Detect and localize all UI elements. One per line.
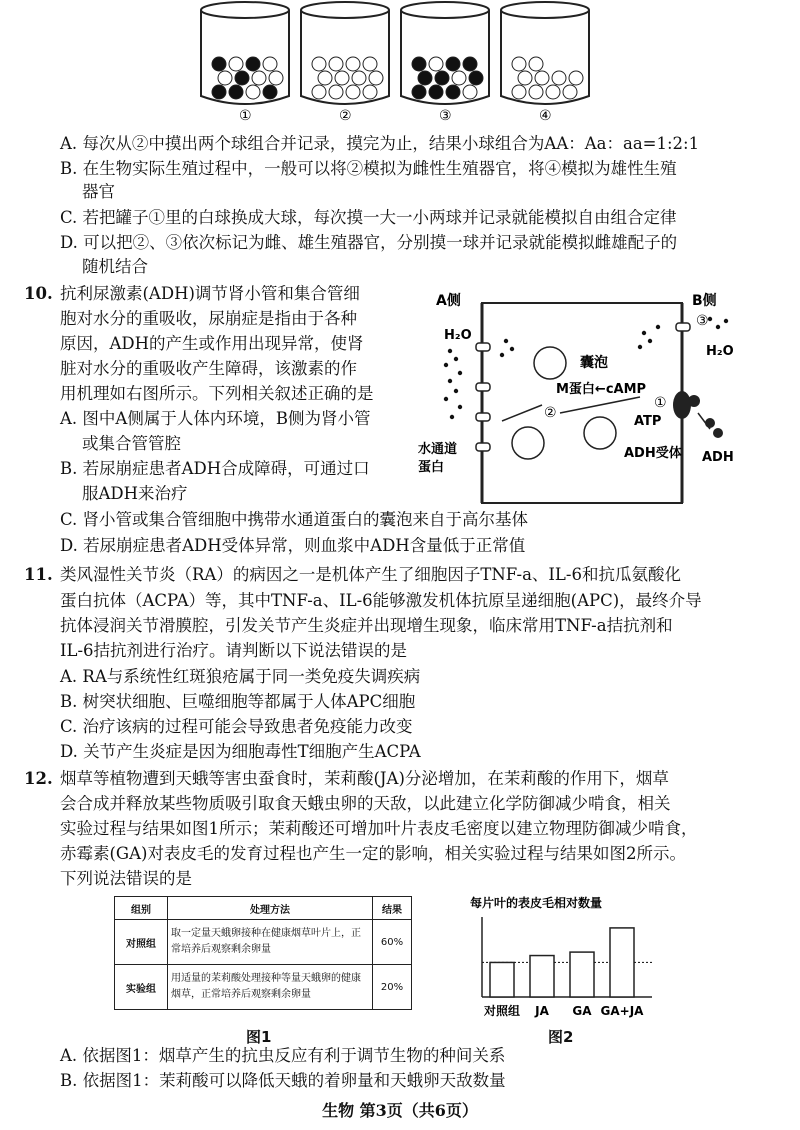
ball (229, 85, 243, 99)
ball (246, 57, 260, 71)
ball (363, 57, 377, 71)
q10-stem-line: 用机理如右图所示。下列相关叙述正确的是 (60, 384, 374, 403)
a-side-label: A侧 (436, 293, 461, 309)
jar (301, 2, 389, 124)
q12-option-b: B. 依据图1：茉莉酸可以降低天蛾的着卵量和天蛾卵天敌数量 (60, 1071, 506, 1090)
vesicle (512, 427, 544, 459)
category-label: 对照组 (483, 1004, 521, 1018)
ball (269, 71, 283, 85)
step1-label: ① (654, 395, 667, 411)
q12-stem-line: 赤霉素(GA)对表皮毛的发育过程也产生一定的影响，相关实验过程与结果如图2所示。 (60, 844, 686, 863)
adh-receptor (673, 391, 691, 419)
q10-option-c: C. 肾小管或集合管细胞中携带水通道蛋白的囊泡来自于高尔基体 (60, 510, 529, 529)
h2o-right-label: H₂O (706, 344, 734, 359)
bar (490, 962, 514, 997)
category-label: GA (572, 1004, 592, 1018)
ball (546, 85, 560, 99)
table-cell-method: 用适量的茉莉酸处理接种等量天蛾卵的健康烟草，正常培养后观察剩余卵量 (168, 965, 373, 1010)
table-row (115, 920, 412, 965)
ball (335, 71, 349, 85)
table-cell-group: 实验组 (115, 965, 168, 1010)
figure2-chart (466, 893, 666, 1023)
ball (329, 57, 343, 71)
ball (312, 57, 326, 71)
q10-option-b-cont: 服ADH来治疗 (82, 484, 188, 503)
ball (446, 57, 460, 71)
table-header: 组别 (115, 897, 168, 920)
q11-option-c: C. 治疗该病的过程可能会导致患者免疫能力改变 (60, 717, 413, 736)
table-row (115, 965, 412, 1010)
ball (263, 85, 277, 99)
ball (263, 57, 277, 71)
ball (552, 71, 566, 85)
ball (212, 85, 226, 99)
bar (570, 952, 594, 997)
table-cell-result: 60% (373, 920, 412, 965)
figure1-table (114, 896, 412, 1010)
ball (218, 71, 232, 85)
aquaporin-label: 水通道 (418, 442, 458, 457)
q11-stem-line: 类风湿性关节炎（RA）的病因之一是机体产生了细胞因子TNF-a、IL-6和抗瓜氨酸化 (60, 565, 681, 584)
ball (329, 85, 343, 99)
step3-label: ③ (696, 313, 709, 329)
ball (252, 71, 266, 85)
table-cell-result: 20% (373, 965, 412, 1010)
q10-option-b: B. 若尿崩症患者ADH合成障碍，可通过口 (60, 459, 370, 478)
q9-option-b-cont: 器官 (82, 182, 115, 201)
atp-label: ATP (634, 414, 662, 429)
jar-label: ③ (439, 108, 452, 124)
step2-label: ② (544, 405, 557, 421)
q9-option-c: C. 若把罐子①里的白球换成大球，每次摸一大一小两球并记录就能模拟自由组合定律 (60, 208, 677, 227)
q12-number: 12. (24, 769, 53, 788)
b-side-label: B侧 (692, 293, 717, 309)
ball (512, 85, 526, 99)
jar-label: ④ (539, 108, 552, 124)
ball (346, 57, 360, 71)
ball (246, 85, 260, 99)
q12-stem-line: 下列说法错误的是 (60, 869, 192, 888)
adh-label: ADH (702, 450, 734, 465)
ball (463, 57, 477, 71)
table-header: 结果 (373, 897, 412, 920)
ball (435, 71, 449, 85)
q11-number: 11. (24, 565, 53, 584)
q11-option-d: D. 关节产生炎症是因为细胞毒性T细胞产生ACPA (60, 742, 421, 761)
ball (229, 57, 243, 71)
ball (312, 85, 326, 99)
vesicle-label: 囊泡 (580, 355, 608, 371)
adh-receptor-label: ADH受体 (624, 446, 682, 461)
ball (363, 85, 377, 99)
ball (529, 57, 543, 71)
ball (569, 71, 583, 85)
jar (401, 2, 489, 124)
figure1-caption: 图1 (246, 1028, 272, 1046)
q11-stem-line: IL-6拮抗剂进行治疗。请判断以下说法错误的是 (60, 641, 408, 660)
table-cell-method: 取一定量天蛾卵接种在健康烟草叶片上，正常培养后观察剩余卵量 (168, 920, 373, 965)
table-cell-group: 对照组 (115, 920, 168, 965)
q10-number: 10. (24, 284, 53, 303)
adh-mechanism-diagram (410, 283, 770, 513)
q10-option-a: A. 图中A侧属于人体内环境，B侧为肾小管 (60, 409, 371, 428)
q11-stem-line: 抗体浸润关节滑膜腔，引发关节产生炎症并出现增生现象，临床常用TNF-a拮抗剂和 (60, 616, 673, 635)
h2o-left-label: H₂O (444, 328, 472, 343)
ball (412, 57, 426, 71)
ball (212, 57, 226, 71)
ball (529, 85, 543, 99)
q11-option-b: B. 树突状细胞、巨噬细胞等都属于人体APC细胞 (60, 692, 416, 711)
q12-stem-line: 实验过程与结果如图1所示；茉莉酸还可增加叶片表皮毛密度以建立物理防御减少啃食， (60, 819, 698, 838)
q11-stem-line: 蛋白抗体（ACPA）等，其中TNF-a、IL-6能够激发机体抗原呈递细胞(APC)，最终介导 (60, 591, 702, 610)
ball (469, 71, 483, 85)
jar-label: ① (239, 108, 252, 124)
table-header: 处理方法 (168, 897, 373, 920)
figure2-caption: 图2 (548, 1028, 574, 1046)
ball (352, 71, 366, 85)
ball (452, 71, 466, 85)
q10-stem-line: 脏对水分的重吸收产生障碍，该激素的作 (60, 359, 357, 378)
vesicle (584, 417, 616, 449)
jar-label: ② (339, 108, 352, 124)
m-protein-label: M蛋白←cAMP (556, 382, 647, 397)
ball (512, 57, 526, 71)
category-label: JA (535, 1004, 549, 1018)
q10-option-a-cont: 或集合管管腔 (82, 434, 181, 453)
page-footer: 生物 第3页（共6页） (322, 1101, 478, 1120)
vesicle (534, 347, 566, 379)
bar (530, 956, 554, 997)
q9-option-a: A. 每次从②中摸出两个球组合并记录，摸完为止，结果小球组合为AA：Aa：aa=1:2:1 (60, 134, 700, 153)
ball (429, 85, 443, 99)
ball (518, 71, 532, 85)
ball (463, 85, 477, 99)
ball (369, 71, 383, 85)
q12-stem-line: 烟草等植物遭到天蛾等害虫蚕食时，茉莉酸(JA)分泌增加，在茉莉酸的作用下，烟草 (60, 769, 669, 788)
ball (418, 71, 432, 85)
q10-stem-line: 抗利尿激素(ADH)调节肾小管和集合管细 (60, 284, 360, 303)
category-label: GA+JA (600, 1004, 644, 1018)
jar (201, 2, 289, 124)
bar (610, 928, 634, 997)
ball (563, 85, 577, 99)
q12-stem-line: 会合成并释放某些物质吸引取食天蛾虫卵的天敌，以此建立化学防御减少啃食，相关 (60, 794, 671, 813)
q9-option-d-cont: 随机结合 (82, 257, 148, 276)
q9-option-d: D. 可以把②、③依次标记为雌、雄生殖器官，分别摸一球并记录就能模拟雌雄配子的 (60, 233, 678, 252)
ball (346, 85, 360, 99)
fig2-ylabel: 每片叶的表皮毛相对数量 (470, 896, 603, 910)
q9-option-b: B. 在生物实际生殖过程中，一般可以将②模拟为雌性生殖器官，将④模拟为雄性生殖 (60, 159, 677, 178)
q12-option-a: A. 依据图1：烟草产生的抗虫反应有利于调节生物的种间关系 (60, 1046, 506, 1065)
ball (412, 85, 426, 99)
ball (429, 57, 443, 71)
q11-option-a: A. RA与系统性红斑狼疮属于同一类免疫失调疾病 (60, 667, 421, 686)
ball (235, 71, 249, 85)
q10-stem-line: 原因，ADH的产生或作用出现异常，使肾 (60, 334, 364, 353)
jars-figure (195, 0, 615, 124)
aquaporin-label-2: 蛋白 (418, 460, 445, 475)
kidney-cell (482, 303, 682, 503)
q10-option-d: D. 若尿崩症患者ADH受体异常，则血浆中ADH含量低于正常值 (60, 536, 526, 555)
ball (446, 85, 460, 99)
ball (318, 71, 332, 85)
jar (501, 2, 589, 124)
q10-stem-line: 胞对水分的重吸收，尿崩症是指由于各种 (60, 309, 357, 328)
ball (535, 71, 549, 85)
